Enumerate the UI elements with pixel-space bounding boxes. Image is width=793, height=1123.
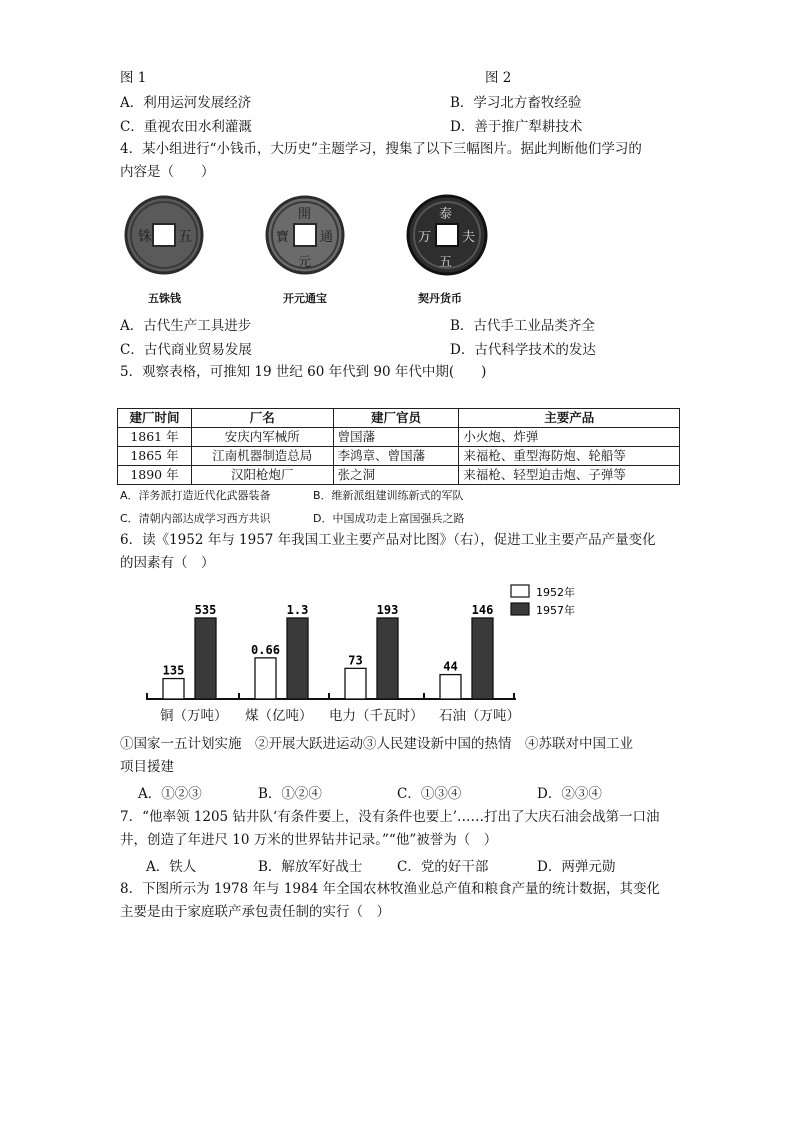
table-cell: 曾国藩 (333, 428, 459, 447)
table-row (118, 428, 680, 447)
coin1-glyph-left: 铢 (138, 229, 152, 245)
bar-1957-2 (377, 618, 398, 699)
bar-value-label: 44 (443, 659, 458, 674)
coin-kaiyuan-icon (267, 197, 343, 273)
legend-label-1952: 1952年 (536, 586, 575, 599)
q3-option-c: C．重视农田水利灌溉 (120, 119, 252, 135)
coin3-caption: 契丹货币 (418, 292, 462, 305)
coin2-caption: 开元通宝 (283, 292, 327, 305)
bar-1957-3 (472, 618, 493, 699)
q7-option-c: C．党的好干部 (397, 859, 489, 875)
q3-option-b: B．学习北方畜牧经验 (450, 95, 582, 111)
coin3-glyph-bottom: 五 (439, 255, 453, 270)
q6-option-a: A．①②③ (138, 786, 202, 802)
table-cell: 来福枪、轻型迫击炮、子弹等 (459, 466, 680, 485)
q7-option-d: D．两弹元勋 (537, 859, 616, 875)
q3-option-d: D．善于推广犁耕技术 (450, 119, 583, 135)
category-label-copper: 铜（万吨） (160, 708, 228, 724)
bar-value-label: 535 (194, 603, 217, 617)
q6-stem-line2: 的因素有（ ） (120, 555, 215, 571)
q6-option-b: B．①②④ (258, 786, 322, 802)
table-header: 建厂官员 (333, 409, 459, 428)
bar-1952-1 (255, 658, 276, 699)
table-cell: 江南机器制造总局 (191, 447, 333, 466)
bar-1952-3 (440, 675, 461, 699)
table-row (118, 447, 680, 466)
q5-stem: 5．观察表格，可推知 19 世纪 60 年代到 90 年代中期( ) (120, 364, 487, 380)
q3-option-a: A．利用运河发展经济 (120, 95, 252, 111)
q6-option-c: C．①③④ (397, 786, 462, 802)
coin1-caption: 五铢钱 (148, 292, 181, 305)
table-cell: 来福枪、重型海防炮、轮船等 (459, 447, 680, 466)
fig2-label: 图 2 (485, 70, 512, 86)
q7-stem-line2: 井，创造了年进尺 10 万米的世界钻井记录。”“他”被誉为（ ） (120, 832, 498, 848)
coin3-glyph-top: 泰 (439, 207, 453, 222)
table-cell: 1861 年 (118, 428, 192, 447)
q5-option-c: C．清朝内部达成学习西方共识 (120, 512, 271, 525)
q6-stem-line1: 6．读《1952 年与 1957 年我国工业主要产品对比图》（右），促进工业主要产品产量变化 (120, 532, 656, 548)
table-cell: 汉阳枪炮厂 (191, 466, 333, 485)
q6-option-d: D．②③④ (537, 786, 602, 802)
q4-option-c: C．古代商业贸易发展 (120, 342, 252, 358)
bar-value-label: 1.3 (286, 603, 309, 617)
table-cell: 小火炮、炸弹 (459, 428, 680, 447)
coin3-glyph-left: 万 (418, 230, 432, 245)
legend-label-1957: 1957年 (536, 604, 575, 617)
bar-value-label: 146 (471, 603, 494, 617)
table-cell: 李鸿章、曾国藩 (333, 447, 459, 466)
bar-1952-0 (163, 679, 184, 699)
table-cell: 张之洞 (333, 466, 459, 485)
category-label-coal: 煤（亿吨） (245, 708, 313, 724)
coin-qidan-icon (408, 196, 486, 274)
coin1-glyph-right: 五 (178, 229, 192, 245)
q7-option-b: B．解放军好战士 (258, 859, 363, 875)
table-cell: 1890 年 (118, 466, 192, 485)
table-header: 建厂时间 (118, 409, 192, 428)
factory-table (117, 408, 680, 485)
q5-option-b: B．维新派组建训练新式的军队 (313, 489, 464, 502)
category-label-power: 电力（千瓦时） (329, 708, 424, 724)
bar-1952-2 (345, 668, 366, 699)
category-label-oil: 石油（万吨） (439, 708, 520, 724)
table-header-row (118, 409, 680, 428)
q4-stem-line2: 内容是（ ） (120, 164, 215, 180)
bar-1957-0 (195, 618, 216, 699)
q5-option-d: D．中国成功走上富国强兵之路 (313, 512, 465, 525)
table-header: 主要产品 (459, 409, 680, 428)
coin2-glyph-bottom: 元 (298, 255, 312, 270)
bar-value-label: 73 (348, 653, 363, 668)
bar-1957-1 (287, 618, 308, 699)
q6-factors-line2: 项目援建 (120, 759, 174, 775)
bar-value-label: 193 (376, 603, 399, 617)
legend-swatch-1952 (511, 585, 529, 597)
q4-option-b: B．古代手工业品类齐全 (450, 318, 595, 334)
coin2-glyph-left: 寶 (276, 230, 290, 245)
q6-factors-line1: ①国家一五计划实施 ②开展大跃进运动③人民建设新中国的热情 ④苏联对中国工业 (120, 736, 633, 752)
bar-value-label: 0.66 (251, 642, 280, 657)
q8-stem-line2: 主要是由于家庭联产承包责任制的实行（ ） (120, 904, 390, 920)
q4-option-a: A．古代生产工具进步 (120, 318, 252, 334)
table-cell: 1865 年 (118, 447, 192, 466)
table-cell: 安庆内军械所 (191, 428, 333, 447)
table-header: 厂名 (191, 409, 333, 428)
coin-wuzhu-icon (126, 197, 202, 273)
q4-stem-line1: 4．某小组进行“小钱币，大历史”主题学习，搜集了以下三幅图片。据此判断他们学习的 (120, 141, 642, 157)
coin2-glyph-right: 通 (320, 230, 334, 245)
q5-option-a: A．洋务派打造近代化武器装备 (120, 489, 271, 502)
legend-swatch-1957 (511, 603, 529, 615)
coin-images (0, 190, 793, 320)
coin3-glyph-right: 夫 (462, 230, 476, 245)
q4-option-d: D．古代科学技术的发达 (450, 342, 596, 358)
fig1-label: 图 1 (120, 70, 147, 86)
table-row (118, 466, 680, 485)
q8-stem-line1: 8．下图所示为 1978 年与 1984 年全国农林牧渔业总产值和粮食产量的统计数据，其变化 (120, 881, 660, 897)
q7-stem-line1: 7．“他率领 1205 钻井队‘有条件要上，没有条件也要上’……打出了大庆石油会战第一口油 (120, 809, 660, 825)
coin2-glyph-top: 開 (298, 207, 312, 222)
q7-option-a: A．铁人 (146, 859, 197, 875)
bar-value-label: 135 (162, 663, 185, 678)
